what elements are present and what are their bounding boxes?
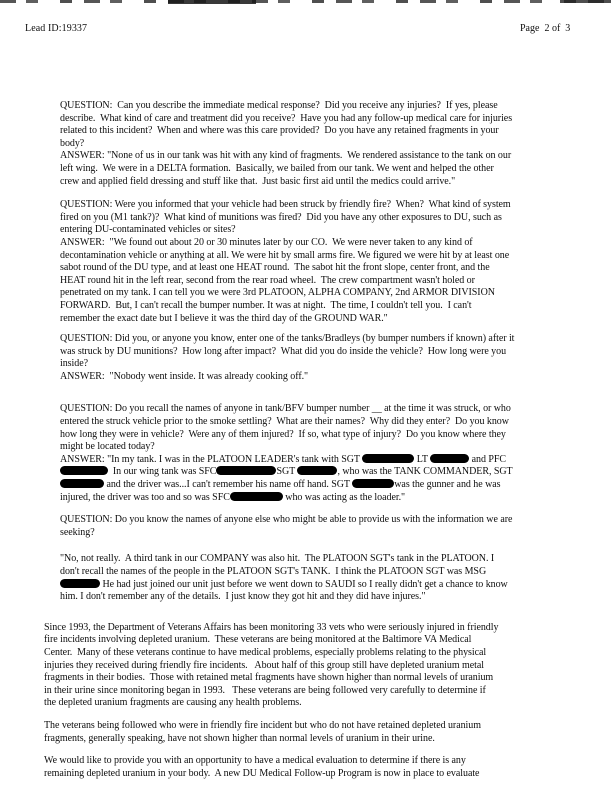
qa-block-friendly-fire bbox=[60, 199, 560, 325]
text-segment: fragments in their bodies. Those with retained metal fragments have shown higher than normal levels of uranium bbox=[44, 672, 494, 684]
text-segment: In our wing tank was SFC bbox=[108, 466, 217, 478]
qa-block-crew-names bbox=[60, 403, 560, 504]
text-segment: crew and applied field dressing and stuff like that. Just basic first aid until the medics could arrive." bbox=[60, 175, 456, 187]
paragraph-no-fragments bbox=[44, 720, 572, 745]
text-segment: describe. What kind of care and treatment did you receive? Have you had any follow-up medical care for injuries bbox=[60, 112, 513, 124]
redaction-mark bbox=[362, 454, 414, 463]
redaction-mark bbox=[297, 466, 337, 475]
text-line bbox=[44, 672, 572, 685]
text-line bbox=[60, 454, 560, 467]
text-segment: penetrated on my tank. I can tell you we were 3rd PLATOON, ALPHA COMPANY, 2nd ARMOR DIVISION bbox=[60, 287, 495, 299]
text-line bbox=[60, 579, 560, 592]
text-line bbox=[60, 566, 560, 579]
text-segment: ANSWER: "We found out about 20 or 30 minutes later by our CO. We were never taken to any kind of bbox=[60, 236, 473, 248]
text-segment: in their urine since monitoring began in 1993. These veterans are being followed very carefully to determine if bbox=[44, 684, 486, 696]
text-line bbox=[60, 150, 560, 163]
text-line bbox=[60, 212, 560, 225]
text-line bbox=[60, 262, 560, 275]
scan-edge-artifact bbox=[168, 0, 256, 4]
text-line bbox=[60, 287, 560, 300]
text-segment: QUESTION: Do you recall the names of anyone in tank/BFV bumper number __ at the time it was struck, or who bbox=[60, 403, 511, 415]
text-segment: injured, the driver was too and so was SFC bbox=[60, 491, 230, 503]
text-segment: entered the struck vehicle prior to the smoke settling? What are their names? Why did they enter? Do you know bbox=[60, 416, 509, 428]
text-segment: might be located today? bbox=[60, 441, 155, 453]
text-line bbox=[60, 527, 560, 540]
text-line bbox=[60, 371, 560, 384]
text-segment: how long they were in vehicle? Were any of them injured? If so, what type of injury? Do you know where they bbox=[60, 428, 506, 440]
qa-block-entered-vehicle bbox=[60, 333, 560, 383]
text-line bbox=[60, 553, 560, 566]
text-line bbox=[60, 403, 560, 416]
redaction-mark bbox=[216, 466, 276, 475]
scan-edge-artifact bbox=[560, 0, 611, 3]
text-line bbox=[60, 514, 560, 527]
text-segment: ANSWER: "Nobody went inside. It was already cooking off." bbox=[60, 370, 309, 382]
text-line bbox=[44, 768, 572, 781]
text-segment: QUESTION: Do you know the names of anyone else who might be able to provide us with the information we are bbox=[60, 514, 513, 526]
redaction-mark bbox=[352, 479, 394, 488]
text-line bbox=[60, 275, 560, 288]
text-segment: We would like to provide you with an opportunity to have a medical evaluation to determine if there is any bbox=[44, 755, 466, 767]
text-segment: sabot round of the DU type, and at least one HEAT round. The sabot hit the front slope, center front, and the bbox=[60, 262, 490, 274]
text-line bbox=[60, 176, 560, 189]
text-segment: and the driver was...I can't remember his name off hand. SGT bbox=[104, 479, 353, 491]
text-line bbox=[60, 346, 560, 359]
text-line bbox=[60, 237, 560, 250]
text-segment: fragments, generally speaking, have not shown higher than normal levels of uranium in their urine. bbox=[44, 732, 435, 744]
text-line bbox=[60, 479, 560, 492]
text-line bbox=[44, 660, 572, 673]
text-segment: was struck by DU munitions? How long after impact? What did you do inside the vehicle? How long were you bbox=[60, 345, 507, 357]
redaction-mark bbox=[60, 466, 108, 475]
text-line bbox=[60, 429, 560, 442]
text-line bbox=[44, 647, 572, 660]
text-segment: the depleted uranium fragments are causing any health problems. bbox=[44, 697, 302, 709]
text-line bbox=[60, 163, 560, 176]
redaction-mark bbox=[430, 454, 469, 463]
text-line bbox=[60, 125, 560, 138]
text-segment: body? bbox=[60, 137, 85, 149]
redaction-mark bbox=[60, 579, 100, 588]
text-segment: The veterans being followed who were in friendly fire incident but who do not have retained depleted uranium bbox=[44, 719, 481, 731]
text-line bbox=[44, 720, 572, 733]
text-line bbox=[60, 224, 560, 237]
text-line bbox=[60, 441, 560, 454]
text-segment: him. I don't remember any of the details. I just know they got hit and they did have injures." bbox=[60, 591, 426, 603]
text-segment: and PFC bbox=[469, 453, 507, 465]
text-segment: fired on you (M1 tank?)? What kind of munitions was fired? Did you have any other exposures to DU, such as bbox=[60, 211, 502, 223]
text-segment: fire incidents involving depleted uranium. These veterans are being monitored at the Baltimore VA Medical bbox=[44, 634, 472, 646]
text-line bbox=[44, 697, 572, 710]
text-line bbox=[60, 466, 560, 479]
text-segment: inside? bbox=[60, 358, 88, 370]
text-line bbox=[60, 358, 560, 371]
text-line bbox=[60, 300, 560, 313]
redaction-mark bbox=[60, 479, 104, 488]
text-segment: was the gunner and he was bbox=[394, 479, 501, 491]
text-segment: , who was the TANK COMMANDER, SGT bbox=[337, 466, 513, 478]
text-segment: Center. Many of these veterans continue to have medical problems, especially problems relating to the physical bbox=[44, 646, 487, 658]
qa-block-other-names bbox=[60, 514, 560, 539]
text-line bbox=[60, 250, 560, 263]
text-line bbox=[60, 313, 560, 326]
text-line bbox=[60, 333, 560, 346]
text-line bbox=[44, 733, 572, 746]
text-line bbox=[60, 416, 560, 429]
text-line bbox=[60, 199, 560, 212]
redaction-mark bbox=[230, 492, 283, 501]
text-segment: remaining depleted uranium in your body. A new DU Medical Follow-up Program is now in place to evaluate bbox=[44, 767, 480, 779]
text-segment: seeking? bbox=[60, 526, 95, 538]
text-segment: related to this incident? When and where was this care provided? Do you have any retained fragments in your bbox=[60, 125, 499, 137]
text-segment: entering DU-contaminated vehicles or sites? bbox=[60, 224, 236, 236]
answer-block-third-tank bbox=[60, 553, 560, 603]
text-line bbox=[60, 138, 560, 151]
paragraph-medical-evaluation bbox=[44, 755, 572, 780]
text-segment: LT bbox=[414, 453, 431, 465]
text-line bbox=[60, 113, 560, 126]
text-segment: He had just joined our unit just before we went down to SAUDI so I really didn't get a chance to know bbox=[100, 578, 508, 590]
text-segment: remember the exact date but I believe it was the third day of the GROUND WAR." bbox=[60, 312, 388, 324]
text-segment: decontamination vehicle or anything at all. We were hit by small arms fire. We figured we were hit by at least one bbox=[60, 249, 510, 261]
text-line bbox=[44, 755, 572, 768]
document-body bbox=[44, 100, 560, 780]
text-segment: who was acting as the loader." bbox=[282, 491, 406, 503]
text-segment: ANSWER: "In my tank. I was in the PLATOON LEADER's tank with SGT bbox=[60, 453, 363, 465]
text-segment: QUESTION: Were you informed that your vehicle had been struck by friendly fire? When? What kind of system bbox=[60, 199, 511, 211]
text-segment: ANSWER: "None of us in our tank was hit with any kind of fragments. We rendered assistance to the tank on our bbox=[60, 150, 512, 162]
scan-edge-artifact bbox=[0, 0, 611, 3]
text-line bbox=[60, 591, 560, 604]
text-line bbox=[44, 622, 572, 635]
text-segment: QUESTION: Did you, or anyone you know, enter one of the tanks/Bradleys (by bumper numbers if known) after it bbox=[60, 333, 515, 345]
page-number: Page 2 of 3 bbox=[520, 23, 571, 34]
text-segment: "No, not really. A third tank in our COMPANY was also hit. The PLATOON SGT's tank in the PLATOON. I bbox=[60, 553, 495, 565]
lead-id-label: Lead ID:19337 bbox=[25, 23, 88, 34]
text-segment: don't recall the names of the people in the PLATOON SGT's TANK. I think the PLATOON SGT was MSG bbox=[60, 566, 487, 577]
text-segment: QUESTION: Can you describe the immediate medical response? Did you receive any injuries? If yes, please bbox=[60, 100, 498, 111]
qa-block-medical-response bbox=[60, 100, 560, 188]
text-segment: left wing. We were in a DELTA formation. Basically, we bailed from our tank. We went and helped the other bbox=[60, 162, 494, 174]
paragraph-va-monitoring bbox=[44, 622, 572, 710]
text-segment: FORWARD. But, I can't recall the bumper number. It was at night. The time, I couldn't tell you. I can't bbox=[60, 299, 472, 311]
text-line bbox=[44, 685, 572, 698]
text-line bbox=[60, 492, 560, 505]
text-line bbox=[60, 100, 560, 113]
text-segment: injuries they received during friendly fire incidents. About half of this group still have depleted uranium metal bbox=[44, 659, 484, 671]
text-segment: Since 1993, the Department of Veterans Affairs has been monitoring 33 vets who were seriously injured in friendly bbox=[44, 621, 499, 633]
text-segment: HEAT round hit in the left rear, second from the rear road wheel. The crew compartment wasn't holed or bbox=[60, 274, 475, 286]
text-segment: SGT bbox=[276, 466, 298, 478]
text-line bbox=[44, 634, 572, 647]
